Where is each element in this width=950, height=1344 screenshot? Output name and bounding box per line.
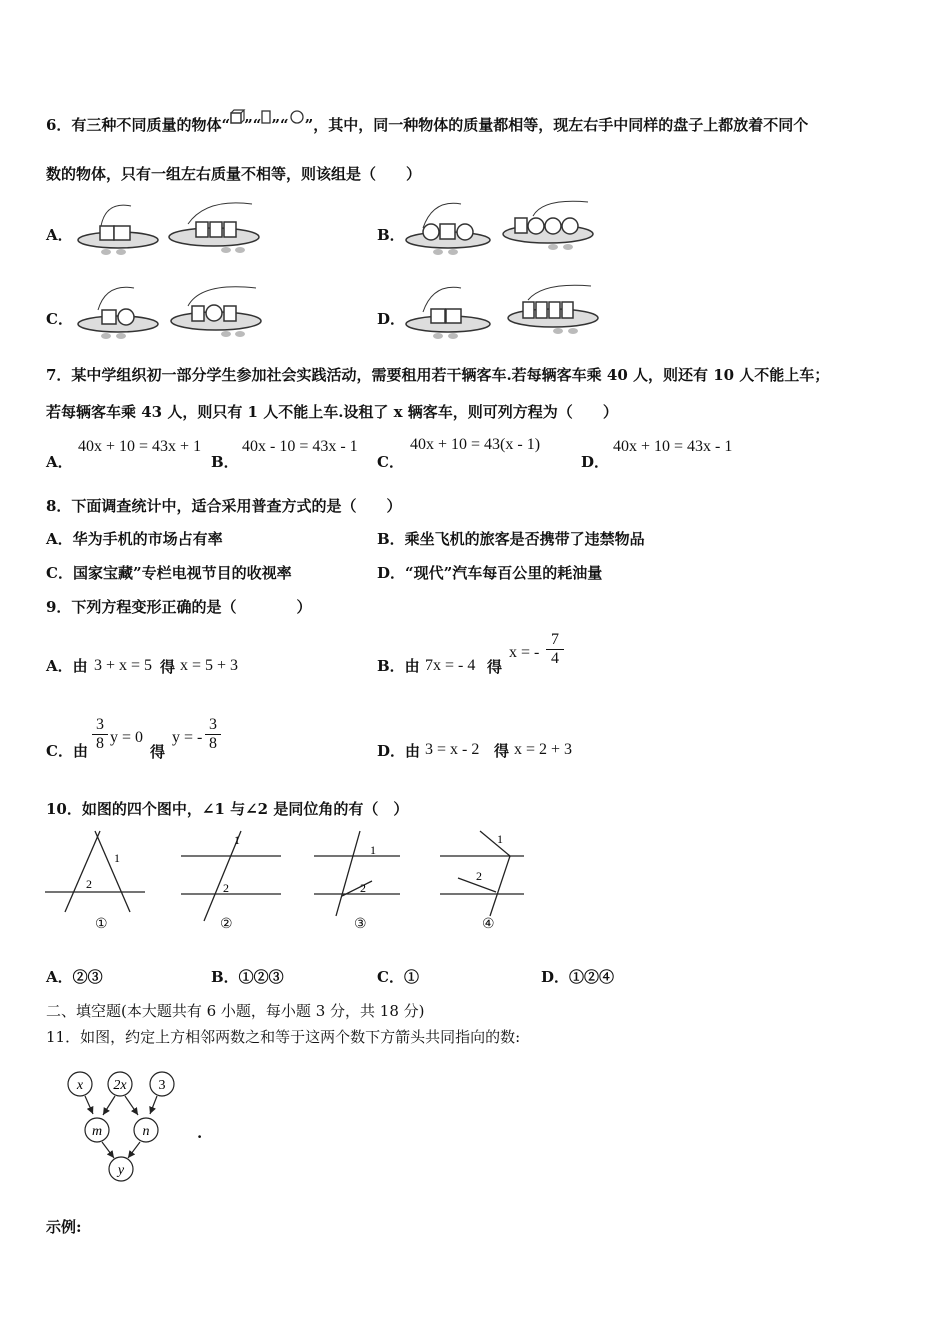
q10-fig2-angle2: 2	[223, 881, 229, 895]
q10-fig3-angle1: 1	[370, 843, 376, 857]
q6-text-d: ”，其中，同一种物体的质量都相等，现左右手中同样的盘子上都放着不同个	[304, 116, 809, 134]
q10-figure-3	[312, 826, 422, 916]
q11-example-label: 示例:	[46, 1218, 82, 1236]
q9-option-a-de: 得	[160, 658, 176, 676]
q11-node-2x: 2x	[113, 1078, 127, 1093]
q9-option-b-eq1: 7x = - 4	[425, 657, 476, 674]
q10-option-d: D．①②④	[541, 968, 615, 986]
q6-option-a: A．	[46, 226, 73, 244]
q7-option-b-equation: 40x - 10 = 43x - 1	[242, 438, 358, 455]
q7-option-b-label: B．	[211, 453, 239, 471]
q10-figure-1	[40, 826, 150, 916]
q8-option-c: C．国家宝藏”专栏电视节目的收视率	[46, 564, 292, 582]
cylinder-icon	[261, 110, 271, 124]
q10-stem: 10．如图的四个图中，∠1 与∠2 是同位角的有（ ）	[46, 800, 409, 818]
q9-stem: 9．下列方程变形正确的是（ ）	[46, 598, 312, 616]
q10-figure-label-1: ①	[95, 917, 108, 932]
q9-option-b-x: x = -	[509, 644, 540, 661]
q6-text-c: ”“	[271, 116, 289, 134]
q9-option-c-y: y = -	[172, 729, 203, 746]
q9-option-d-label: D．由	[377, 742, 421, 760]
q9-option-b-label: B．由	[377, 657, 420, 675]
q11-blank-period: .	[197, 1124, 203, 1142]
balance-plates-c-image	[76, 280, 276, 346]
q9-option-b-fraction	[546, 631, 564, 668]
q9-option-c-denominator: 8	[96, 735, 104, 752]
q10-option-a: A．②③	[46, 968, 103, 986]
q6-option-b: B．	[377, 226, 405, 244]
q7-option-c-equation: 40x + 10 = 43(x - 1)	[410, 436, 541, 453]
q9-option-d-eq1: 3 = x - 2	[425, 741, 480, 758]
q9-option-d-de: 得	[494, 742, 510, 760]
balance-plates-a-image	[76, 196, 276, 262]
q9-option-a-eq2: x = 5 + 3	[180, 657, 239, 674]
q11-arrow-diagram	[60, 1064, 190, 1186]
q7-option-d-equation: 40x + 10 = 43x - 1	[613, 438, 733, 455]
q6-option-c: C．	[46, 310, 73, 328]
q10-fig1-angle1: 1	[114, 851, 120, 865]
q10-figure-label-4: ④	[482, 917, 495, 932]
cube-icon	[230, 110, 244, 124]
q10-figure-label-3: ③	[354, 917, 367, 932]
q9-option-b-denominator: 4	[551, 650, 559, 667]
q11-stem: 11．如图，约定上方相邻两数之和等于这两个数下方箭头共同指向的数:	[46, 1028, 521, 1046]
q10-figure-2	[176, 826, 286, 916]
q10-figure-label-2: ②	[220, 917, 233, 932]
q6-line1	[46, 116, 808, 134]
q11-node-n: n	[142, 1124, 150, 1139]
q10-fig4-angle1: 1	[497, 832, 503, 846]
q6-line2: 数的物体，只有一组左右质量不相等，则该组是（ ）	[46, 165, 422, 183]
q11-node-x: x	[76, 1078, 84, 1093]
q10-fig2-angle1: 1	[234, 833, 240, 847]
q7-option-a-label: A．	[46, 453, 73, 471]
q8-stem: 8．下面调查统计中，适合采用普查方式的是（ ）	[46, 497, 402, 515]
q9-option-c-de: 得	[150, 743, 166, 761]
q11-node-3: 3	[158, 1078, 166, 1093]
q8-option-b: B．乘坐飞机的旅客是否携带了违禁物品	[377, 530, 645, 548]
q9-option-c-label: C．由	[46, 742, 88, 760]
q9-option-b-numerator: 7	[546, 631, 564, 650]
balance-plates-b-image	[403, 196, 603, 262]
q7-option-d-label: D．	[581, 453, 610, 471]
q7-line2: 若每辆客车乘 43 人，则只有 1 人不能上车.设租了 x 辆客车，则可列方程为（ ）	[46, 403, 618, 421]
q11-node-m: m	[91, 1124, 103, 1139]
q10-fig1-angle2: 2	[86, 877, 92, 891]
q8-option-a: A．华为手机的市场占有率	[46, 530, 223, 548]
q9-option-a-label: A．由	[46, 657, 88, 675]
q9-option-b-de: 得	[487, 658, 503, 676]
q9-option-c-eq1: y = 0	[110, 729, 144, 746]
q10-option-b: B．①②③	[211, 968, 284, 986]
q9-option-d-eq2: x = 2 + 3	[514, 741, 573, 758]
q7-option-c-label: C．	[377, 453, 404, 471]
q9-option-c-numerator2: 3	[205, 716, 221, 735]
q10-fig4-angle2: 2	[476, 869, 482, 883]
q9-option-a-eq1: 3 + x = 5	[94, 657, 153, 674]
q6-text-a: 6．有三种不同质量的物体“	[46, 116, 231, 134]
q7-line1: 7．某中学组织初一部分学生参加社会实践活动，需要租用若干辆客车.若每辆客车乘 40 人，则还有 10 人不能上车；	[46, 366, 830, 384]
section-2-heading: 二、填空题(本大题共有 6 小题，每小题 3 分，共 18 分)	[46, 1002, 425, 1020]
q6-option-d: D．	[377, 310, 406, 328]
balance-plates-d-image	[403, 280, 603, 346]
q8-option-d: D．“现代”汽车每百公里的耗油量	[377, 564, 603, 582]
q10-fig3-angle2: 2	[360, 881, 366, 895]
q10-figure-4	[438, 826, 548, 916]
q10-option-c: C．①	[377, 968, 419, 986]
q9-option-c-fraction1	[92, 716, 108, 753]
q9-option-c-numerator: 3	[92, 716, 108, 735]
q9-option-c-fraction2	[205, 716, 221, 753]
q11-node-y: y	[117, 1163, 125, 1178]
q9-option-c-denominator2: 8	[209, 735, 217, 752]
sphere-icon	[289, 110, 305, 124]
q6-text-b: ”“	[244, 116, 262, 134]
q7-option-a-equation: 40x + 10 = 43x + 1	[78, 438, 202, 455]
